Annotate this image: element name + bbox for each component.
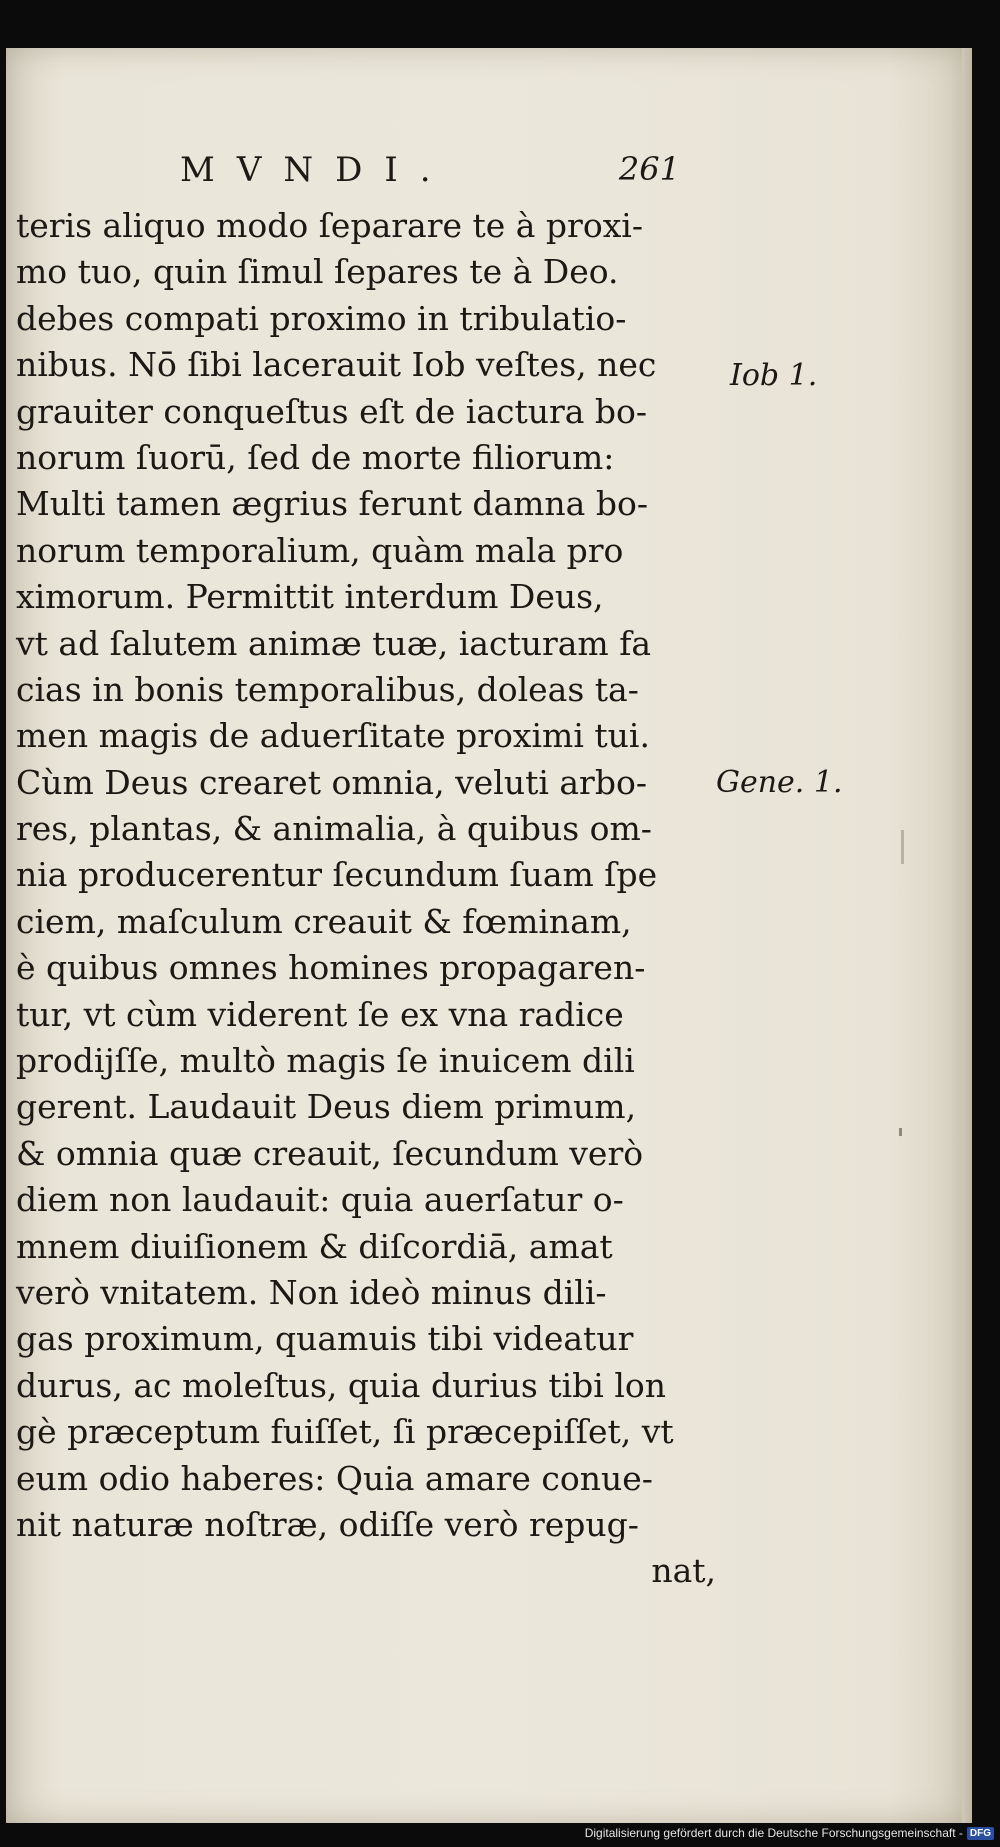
text-line: ciem, maſculum creauit & fœminam, (16, 901, 632, 941)
text-line: norum temporalium, quàm mala pro (16, 530, 624, 570)
footer-text: Digitalisierung gefördert durch die Deutsche Forschungsgemeinschaft - (584, 1826, 963, 1840)
paper-mark (899, 1128, 902, 1136)
text-line: norum ſuorū, ſed de morte filiorum: (16, 437, 615, 477)
text-line: nia producerentur ſecundum ſuam ſpe (16, 855, 658, 895)
text-line: nibus. Nō ſibi lacerauit Iob veſtes, nec (16, 345, 657, 385)
marginal-note-iob: Iob 1. (730, 358, 818, 393)
digitization-footer (585, 1823, 994, 1843)
paper-mark (901, 830, 904, 864)
page-number: 261 (618, 150, 680, 188)
text-line: gerent. Laudauit Deus diem primum, (16, 1087, 637, 1127)
text-line: debes compati proximo in tribulatio- (16, 298, 627, 338)
text-line: Cùm Deus crearet omnia, veluti arbo- (16, 762, 647, 802)
text-line: nit naturæ noſtræ, odiſſe verò repug- (16, 1504, 639, 1544)
body-text (16, 203, 736, 1595)
text-line: prodijſſe, multò magis ſe inuicem dili (16, 1041, 635, 1081)
text-line: nat, (651, 1551, 716, 1591)
text-line: durus, ac moleſtus, quia durius tibi lon (16, 1365, 666, 1405)
text-line: men magis de aduerſitate proximi tui. (16, 716, 650, 756)
running-title: MVNDI. (180, 150, 453, 190)
text-line: Multi tamen ægrius ferunt damna bo- (16, 484, 648, 524)
page-edge (962, 48, 972, 1823)
text-line: & omnia quæ creauit, ſecundum verò (16, 1133, 644, 1173)
text-line: è quibus omnes homines propagaren- (16, 948, 646, 988)
running-head (180, 150, 680, 200)
text-line: gè præceptum fuiſſet, ſi præcepiſſet, vt (16, 1412, 674, 1452)
text-line: grauiter conqueſtus eſt de iactura bo- (16, 391, 648, 431)
text-line: mo tuo, quin ſimul ſepares te à Deo. (16, 252, 619, 292)
text-line: res, plantas, & animalia, à quibus om- (16, 809, 652, 849)
marginal-note-gene: Gene. 1. (716, 765, 843, 800)
text-line: tur, vt cùm viderent ſe ex vna radice (16, 994, 624, 1034)
text-line: ximorum. Permittit interdum Deus, (16, 577, 604, 617)
text-line: verò vnitatem. Non ideò minus dili- (16, 1272, 607, 1312)
text-line: diem non laudauit: quia auerſatur o- (16, 1180, 624, 1220)
text-line: eum odio haberes: Quia amare conue- (16, 1458, 653, 1498)
dfg-logo: DFG (967, 1827, 994, 1840)
text-line: cias in bonis temporalibus, doleas ta- (16, 669, 639, 709)
text-line: teris aliquo modo ſeparare te à proxi- (16, 206, 644, 245)
text-line: vt ad ſalutem animæ tuæ, iacturam fa (16, 623, 652, 663)
text-line: gas proximum, quamuis tibi videatur (16, 1319, 634, 1359)
text-line: mnem diuiſionem & diſcordiā, amat (16, 1226, 613, 1266)
